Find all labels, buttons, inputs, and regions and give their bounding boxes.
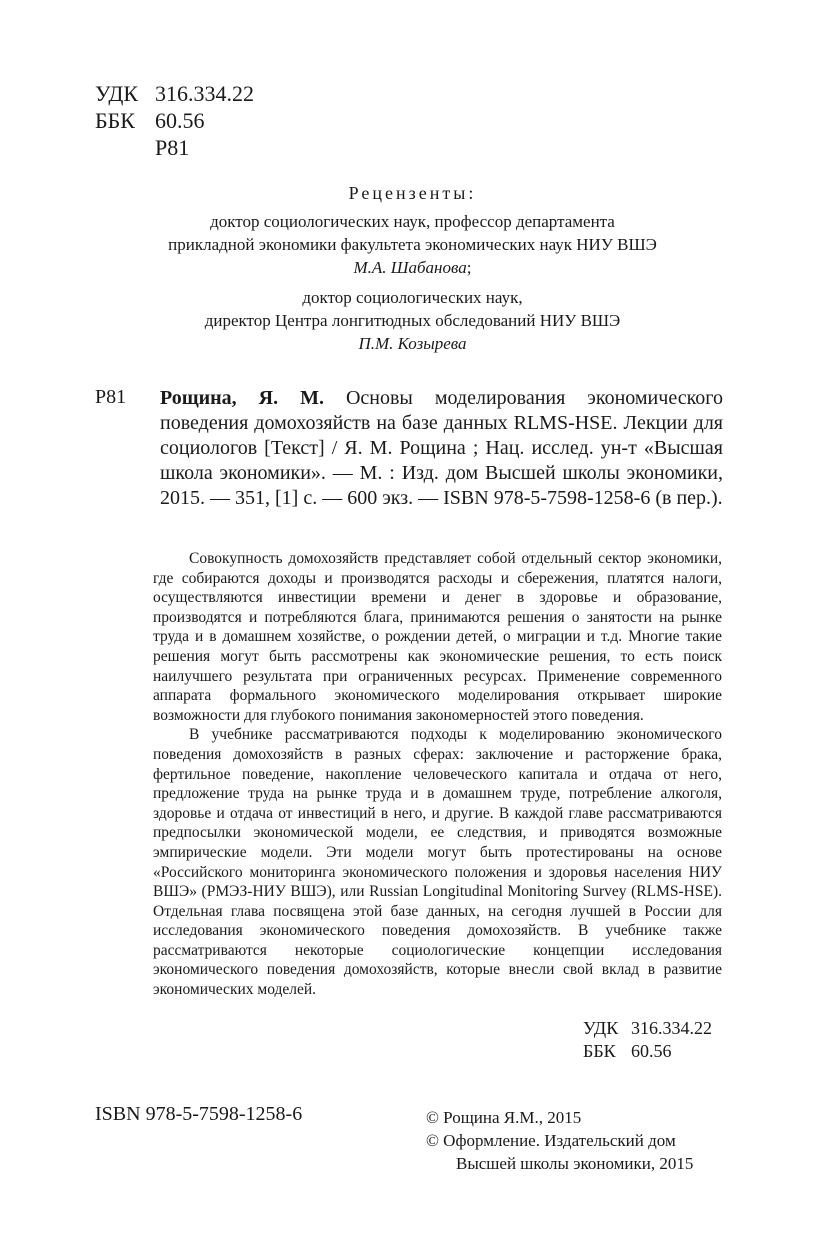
footer-bbk-value: 60.56 — [631, 1041, 672, 1061]
reviewer-1-name-suffix: ; — [466, 258, 472, 277]
copyright-block — [426, 1106, 726, 1175]
bibliographic-code: Р81 — [95, 386, 127, 408]
author-sign-row — [95, 134, 254, 161]
abstract — [153, 549, 722, 1000]
copyright-author: © Рощина Я.М., 2015 — [426, 1108, 582, 1127]
reviewer-1-line2: прикладной экономики факультета экономических наук НИУ ВШЭ — [168, 235, 657, 254]
reviewer-2 — [120, 286, 705, 355]
bbk-row — [95, 107, 254, 134]
reviewer-2-line2: директор Центра лонгитюдных обследований НИУ ВШЭ — [204, 311, 621, 330]
bibliographic-author: Рощина, Я. М. — [160, 387, 324, 409]
abstract-paragraph-1: Совокупность домохозяйств представляет собой отдельный сектор экономики, где собираются доходы и производятся расходы и сбережения, платятся налоги, осуществляются инвестиции времени и денег в здоровье и образование, производятся и потребляются блага, принимаются решения о занятости на рынке труда и в домашнем хозяйстве, о рождении детей, о миграции и т.д. Многие такие решения могут быть рассмотрены как экономические решения, то есть поиск наилучшего результата при ограниченных ресурсах. Применение современного аппарата формального экономического моделирования открывает широкие возможности для глубокого понимания закономерностей этого поведения. — [153, 550, 722, 724]
footer-udk-label: УДК — [583, 1018, 619, 1038]
udk-value: 316.334.22 — [155, 81, 254, 106]
reviewer-2-line1: доктор социологических наук, — [302, 288, 523, 307]
reviewers-title: Рецензенты: — [348, 183, 477, 203]
reviewer-1 — [120, 210, 705, 279]
udk-row — [95, 80, 254, 107]
footer-udk-value: 316.334.22 — [631, 1018, 712, 1038]
bibliographic-text: Основы моделирования экономического поведения домохозяйств на базе данных RLMS-HSE. Лекции для социологов [Текст] / Я. М. Рощина ; Нац. исслед. ун-т «Высшая школа экономики». — М. : Изд. дом Высшей школы экономики, 2015. — 351, [1] с. — 600 экз. — ISBN 978-5-7598-1258-6 (в пер.). — [160, 387, 723, 509]
footer-classification-codes — [583, 1017, 712, 1063]
footer-bbk-row — [583, 1040, 712, 1063]
abstract-paragraph-2: В учебнике рассматриваются подходы к моделированию экономического поведения домохозяйств в разных сферах: заключение и расторжение брака, фертильное поведение, накопление человеческого капитала и отдача от него, предложение труда на рынке труда и в домашнем труде, потребление алкоголя, здоровье и отдача от инвестиций в него, и другие. В каждой главе рассматриваются предпосылки экономической модели, ее следствия, и приводятся возможные эмпирические модели. Эти модели могут быть протестированы на основе «Российского мониторинга экономического положения и здоровья населения НИУ ВШЭ» (РМЭЗ-НИУ ВШЭ), или Russian Longitudinal Monitoring Survey (RLMS-HSE). Отдельная глава посвящена этой базе данных, на сегодня лучшей в России для исследования экономического поведения домохозяйств. В учебнике также рассматриваются некоторые социологические концепции исследования экономического поведения домохозяйств, которые внесли свой вклад в развитие экономических моделей. — [153, 726, 722, 999]
reviewer-1-name: М.А. Шабанова — [353, 258, 467, 277]
reviewer-2-name: П.М. Козырева — [358, 334, 467, 353]
copyright-design-line1: © Оформление. Издательский дом — [426, 1131, 676, 1150]
bbk-value: 60.56 — [155, 108, 205, 133]
copyright-design-line2: Высшей школы экономики, 2015 — [456, 1154, 694, 1173]
reviewer-1-name-line — [120, 256, 705, 279]
classification-codes — [95, 80, 254, 161]
reviewer-1-line1: доктор социологических наук, профессор департамента — [210, 212, 615, 231]
footer-bbk-label: ББК — [583, 1041, 616, 1061]
author-sign: Р81 — [155, 135, 190, 160]
udk-label: УДК — [95, 81, 139, 106]
footer-udk-row — [583, 1017, 712, 1040]
bibliographic-description — [160, 386, 723, 511]
bbk-label: ББК — [95, 108, 135, 133]
isbn: ISBN 978-5-7598-1258-6 — [95, 1103, 303, 1125]
